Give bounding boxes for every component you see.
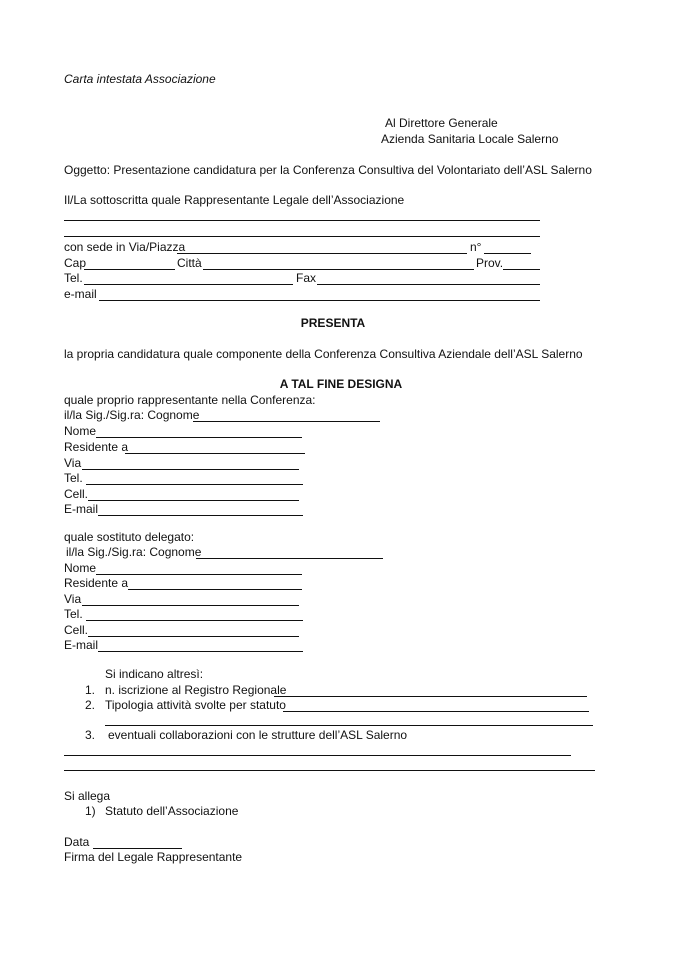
substitute-nome-label: Nome [64, 561, 97, 575]
sede-cap-label: Cap [64, 256, 87, 270]
representative-via-field[interactable] [82, 456, 299, 470]
also-item-2-label: Tipologia attività svolte per statuto [105, 698, 286, 712]
representative-tel-label: Tel. [64, 471, 83, 485]
substitute-cell-label: Cell. [64, 623, 89, 637]
sede-via-field[interactable] [177, 240, 467, 254]
subject-line: Oggetto: Presentazione candidatura per la Conferenza Consultiva del Volontariato dell’ASL Salerno [64, 163, 592, 177]
also-item-3-label: eventuali collaborazioni con le strutture dell’ASL Salerno [108, 728, 408, 742]
date-field[interactable] [93, 835, 182, 849]
also-item-1-number: 1. [85, 683, 96, 697]
recipient-organization: Azienda Sanitaria Locale Salerno [381, 132, 559, 146]
attachment-1-number: 1) [85, 804, 96, 818]
sede-number-label: n° [470, 240, 482, 254]
also-item-3-number: 3. [85, 728, 96, 742]
attachments-intro: Si allega [64, 789, 111, 803]
signature-label: Firma del Legale Rappresentante [64, 850, 243, 864]
candidatura-text: la propria candidatura quale componente della Conferenza Consultiva Aziendale dell’ASL Salerno [64, 347, 583, 361]
representative-cognome-label: il/la Sig./Sig.ra: Cognome [64, 408, 200, 422]
sede-email-label: e-mail [64, 287, 97, 301]
tipologia-attivita-field[interactable] [283, 698, 589, 712]
designa-heading: A TAL FINE DESIGNA [279, 377, 403, 391]
sede-prov-field[interactable] [503, 256, 540, 270]
sede-cap-field[interactable] [84, 256, 175, 270]
substitute-via-field[interactable] [82, 592, 299, 606]
also-item-1-label: n. iscrizione al Registro Regionale [105, 683, 287, 697]
representative-cognome-field[interactable] [193, 408, 380, 422]
substitute-residente-field[interactable] [128, 576, 302, 590]
substitute-nome-field[interactable] [96, 561, 302, 575]
representative-residente-field[interactable] [125, 440, 305, 454]
sede-city-label: Città [177, 256, 202, 270]
sede-via-label: con sede in Via/Piazza [64, 240, 186, 254]
recipient-title: Al Direttore Generale [385, 116, 498, 130]
representative-cell-label: Cell. [64, 487, 89, 501]
sede-tel-field[interactable] [84, 271, 293, 285]
date-label: Data [64, 835, 90, 849]
also-intro: Si indicano altresì: [105, 667, 204, 681]
association-name-field[interactable] [64, 207, 540, 221]
sede-city-field[interactable] [203, 256, 474, 270]
registro-regionale-field[interactable] [274, 683, 587, 697]
also-item-2-number: 2. [85, 698, 96, 712]
association-name-field-2[interactable] [64, 223, 540, 237]
substitute-email-field[interactable] [98, 638, 303, 652]
substitute-cognome-field[interactable] [196, 545, 383, 559]
intro-text: Il/La sottoscritta quale Rappresentante Legale dell’Associazione [64, 193, 405, 207]
attachment-1-label: Statuto dell’Associazione [105, 804, 239, 818]
substitute-tel-label: Tel. [64, 607, 83, 621]
substitute-tel-field[interactable] [86, 607, 303, 621]
representative-tel-field[interactable] [86, 471, 303, 485]
sede-tel-label: Tel. [64, 271, 83, 285]
sede-fax-field[interactable] [317, 271, 540, 285]
representative-nome-field[interactable] [96, 424, 302, 438]
sede-email-field[interactable] [99, 287, 540, 301]
collaborazioni-field-2[interactable] [64, 757, 595, 771]
substitute-email-label: E-mail [64, 638, 99, 652]
representative-email-label: E-mail [64, 502, 99, 516]
representative-intro: quale proprio rappresentante nella Conferenza: [64, 393, 316, 407]
substitute-via-label: Via [64, 592, 82, 606]
representative-via-label: Via [64, 456, 82, 470]
letterhead: Carta intestata Associazione [64, 72, 216, 86]
representative-cell-field[interactable] [88, 487, 299, 501]
sede-fax-label: Fax [296, 271, 317, 285]
presenta-heading: PRESENTA [300, 316, 366, 330]
substitute-cognome-label: il/la Sig./Sig.ra: Cognome [66, 545, 202, 559]
sede-prov-label: Prov. [476, 256, 504, 270]
representative-email-field[interactable] [98, 502, 303, 516]
representative-residente-label: Residente a [64, 440, 129, 454]
representative-nome-label: Nome [64, 424, 97, 438]
substitute-residente-label: Residente a [64, 576, 129, 590]
substitute-intro: quale sostituto delegato: [64, 530, 195, 544]
substitute-cell-field[interactable] [88, 623, 299, 637]
sede-number-field[interactable] [484, 240, 531, 254]
tipologia-attivita-field-2[interactable] [105, 712, 593, 726]
collaborazioni-field[interactable] [64, 742, 571, 756]
